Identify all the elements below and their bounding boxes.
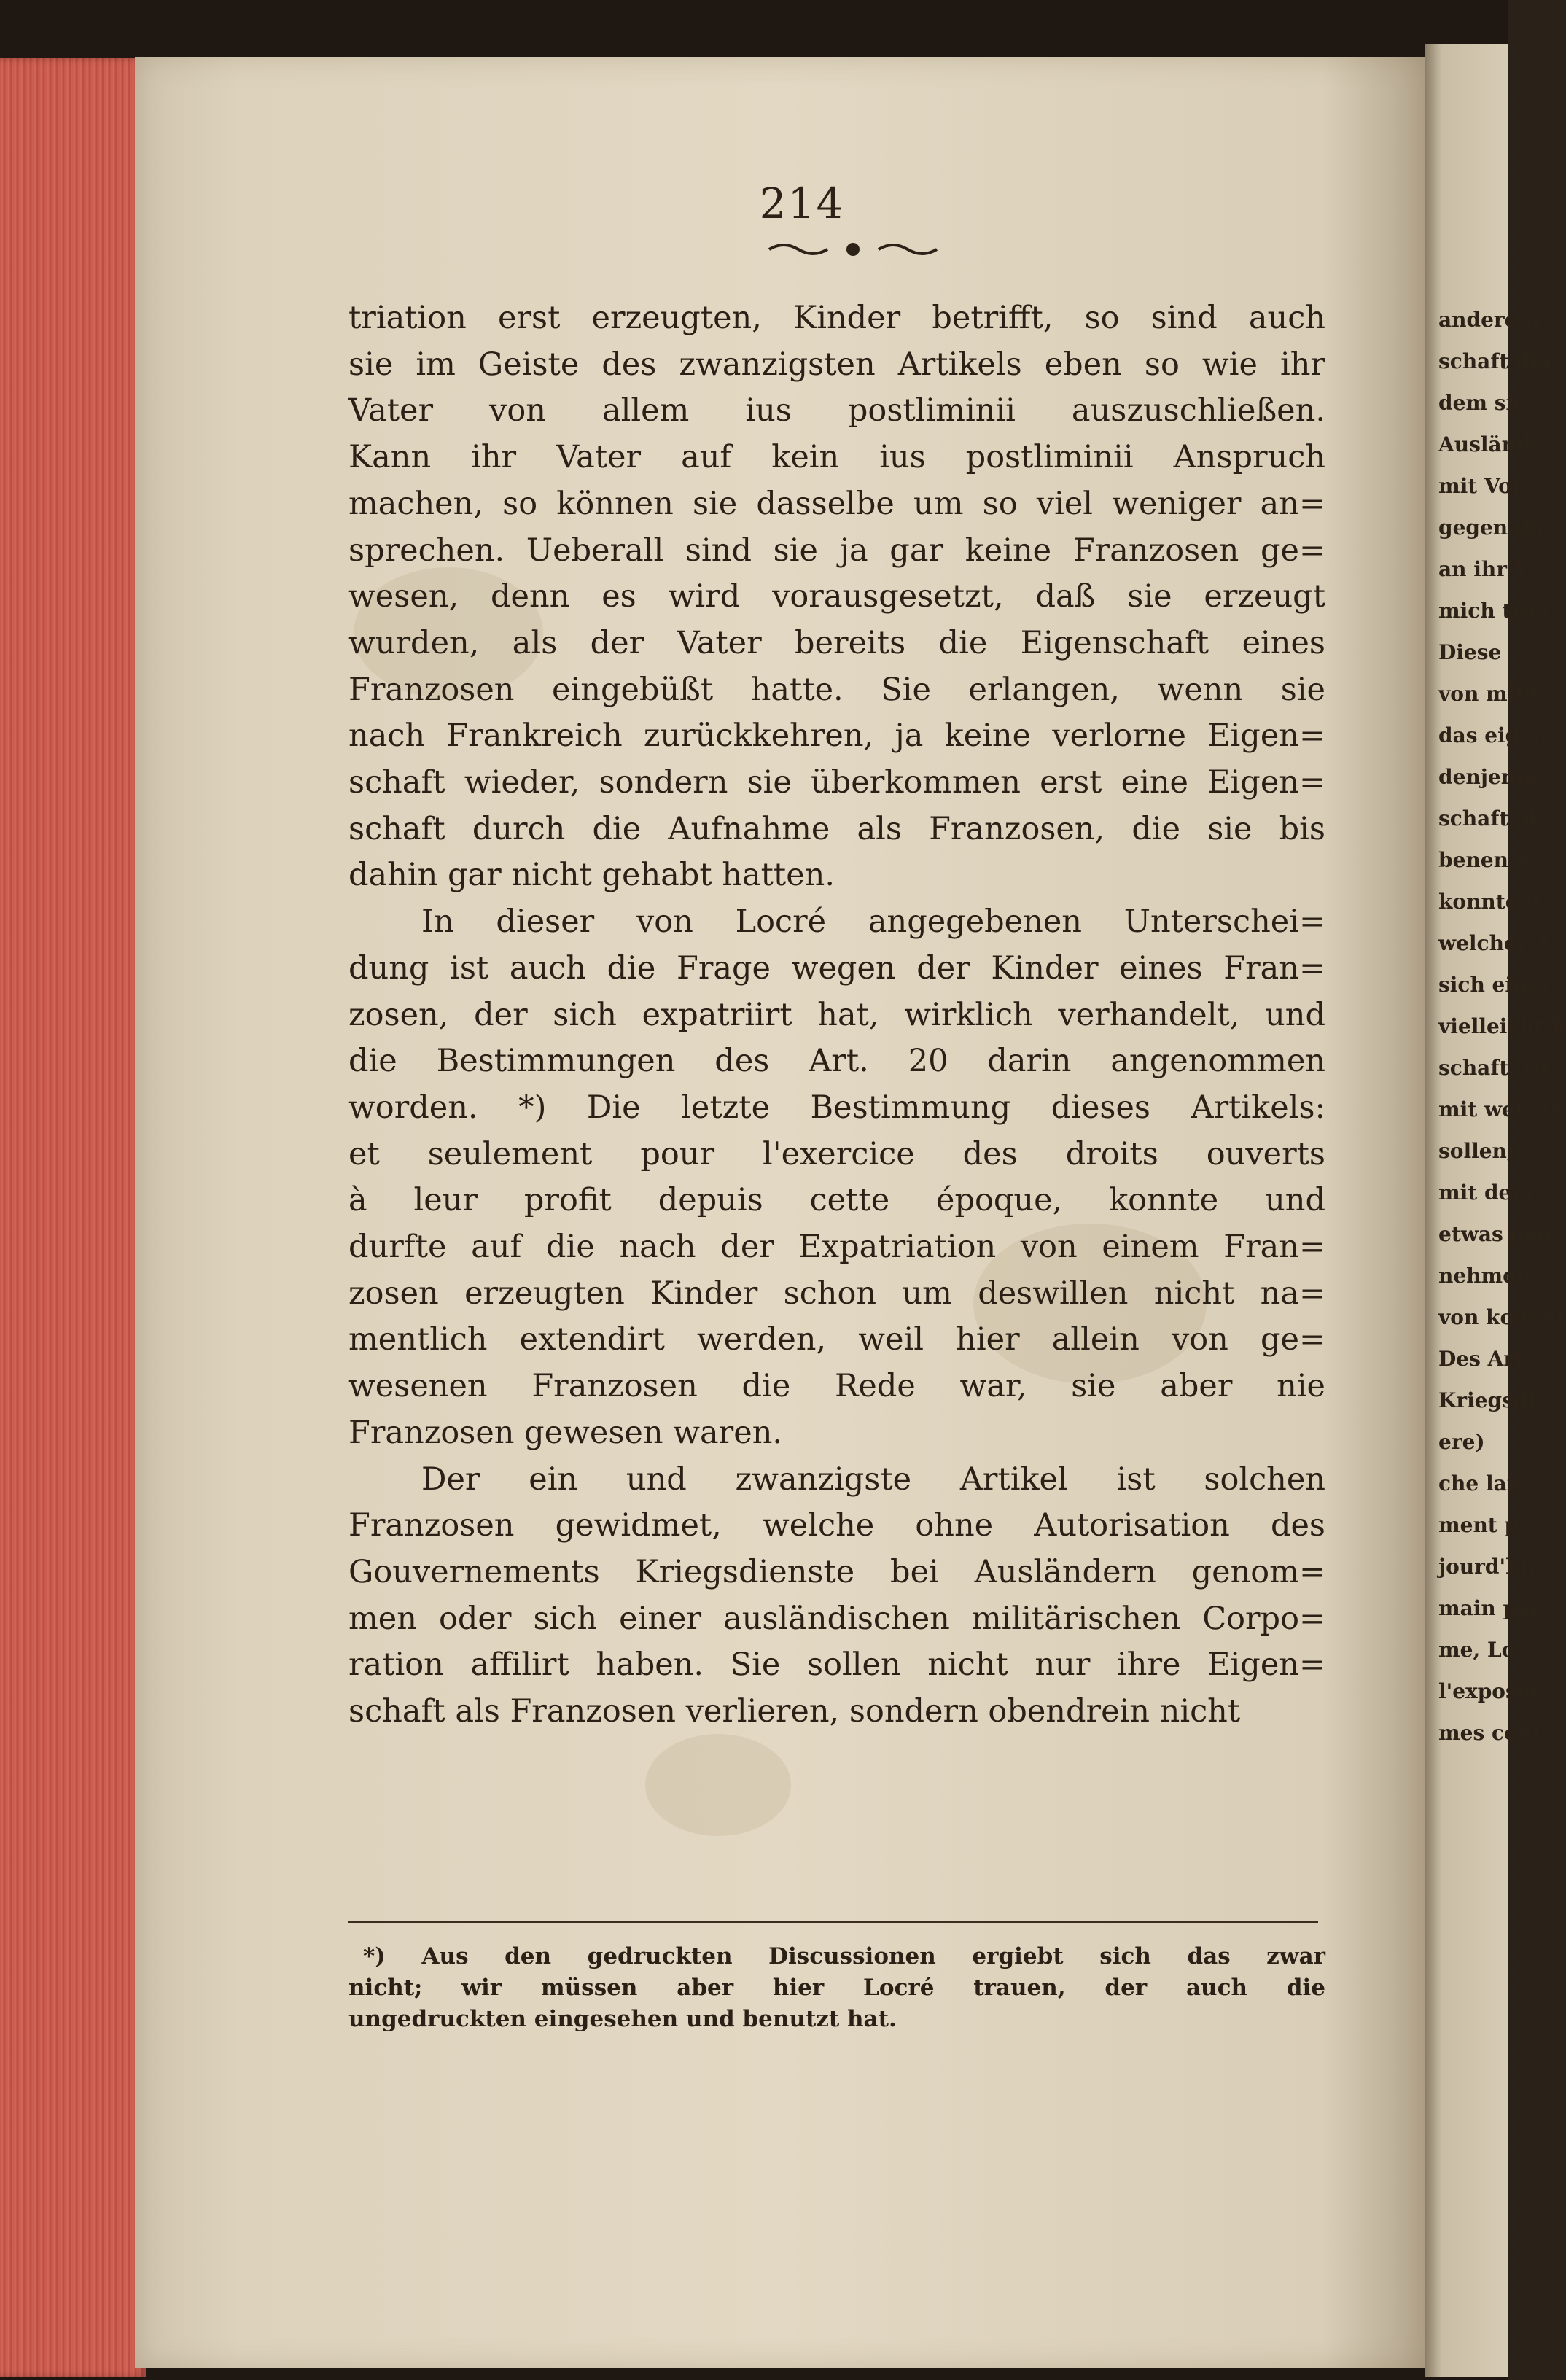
right-page-fragment: andere n — [1438, 308, 1540, 332]
text-line: schaft wieder, sondern sie überkommen erst eine Eigen= — [348, 764, 1325, 801]
text-line: Franzosen eingebüßt hatte. Sie erlangen, wenn sie — [348, 671, 1325, 708]
right-page-fragment: Diese — [1438, 640, 1502, 664]
right-page-fragment: mit Vor — [1438, 474, 1523, 498]
right-page-fragment: l'exposer — [1438, 1679, 1541, 1703]
right-page-fragment: ere) — [1438, 1430, 1485, 1454]
right-page-fragment: sich einer — [1438, 973, 1551, 997]
text-line: schaft als Franzosen verlieren, sondern obendrein nicht — [348, 1693, 1241, 1730]
right-page-fragment: an ihr V — [1438, 557, 1530, 581]
right-page-fragment: vielleicht h — [1438, 1014, 1566, 1038]
right-page-fragment: mes cont — [1438, 1721, 1542, 1745]
text-line: ration affilirt haben. Sie sollen nicht nur ihre Eigen= — [348, 1646, 1325, 1684]
right-page-fragment: mit dem — [1438, 1181, 1533, 1205]
footnote-rule — [348, 1921, 1318, 1923]
right-page-edge — [1425, 44, 1566, 2377]
right-page-fragment: mich trag — [1438, 599, 1550, 623]
right-page-fragment: das eigen — [1438, 723, 1548, 747]
right-page-fragment: konnte d — [1438, 890, 1540, 914]
text-line: triation erst erzeugten, Kinder betrifft, so sind auch — [348, 300, 1325, 336]
text-line: men oder sich einer ausländischen militärischen Corpo= — [348, 1600, 1325, 1637]
text-line: Franzosen gewidmet, welche ohne Autorisation des — [348, 1507, 1325, 1544]
footnote-line: nicht; wir müssen aber hier Locré trauen, der auch die — [348, 1975, 1325, 2001]
text-line: zosen erzeugten Kinder schon um deswillen nicht na= — [348, 1275, 1325, 1312]
text-line: wurden, als der Vater bereits die Eigenschaft eines — [348, 624, 1325, 661]
text-line: dung ist auch die Frage wegen der Kinder eines Fran= — [348, 949, 1325, 987]
text-line: wesen, denn es wird vorausgesetzt, daß sie erzeugt — [348, 578, 1325, 615]
text-line: Gouvernements Kriegsdienste bei Ausländern genom= — [348, 1553, 1325, 1590]
page-edges-red — [0, 58, 146, 2377]
text-line: à leur profit depuis cette époque, konnte und — [348, 1182, 1325, 1219]
right-page-text — [1438, 299, 1566, 1754]
text-line: sprechen. Ueberall sind sie ja gar keine Franzosen ge= — [348, 532, 1325, 569]
text-line: machen, so können sie dasselbe um so viel weniger an= — [348, 485, 1325, 522]
right-page-fragment: schaft der — [1438, 349, 1554, 373]
right-page-fragment: mit welche — [1438, 1097, 1563, 1121]
right-page-fragment: schaft, so — [1438, 1056, 1549, 1080]
text-line: durfte auf die nach der Expatriation von einem Fran= — [348, 1229, 1325, 1266]
text-line: die Bestimmungen des Art. 20 darin angenommen — [348, 1043, 1325, 1080]
text-line: nach Frankreich zurückkehren, ja keine verlorne Eigen= — [348, 718, 1325, 755]
text-line: schaft durch die Aufnahme als Franzosen, die sie bis — [348, 810, 1325, 847]
footnote-line: *) Aus den gedruckten Discussionen ergiebt sich das zwar — [363, 1943, 1325, 1969]
right-page-fragment: nehmen, — [1438, 1264, 1538, 1288]
right-page-fragment: main per — [1438, 1596, 1541, 1620]
text-line: et seulement pour l'exercice des droits ouverts — [348, 1135, 1325, 1172]
text-line: wesenen Franzosen die Rede war, sie aber nie — [348, 1368, 1325, 1405]
right-page-fragment: von kommt — [1438, 1305, 1566, 1329]
right-page-fragment: welcher A — [1438, 931, 1551, 955]
text-line: worden. *) Die letzte Bestimmung dieses Artikels: — [348, 1089, 1325, 1126]
text-line: zosen, der sich expatriirt hat, wirklich verhandelt, und — [348, 996, 1325, 1033]
text-line: dahin gar nicht gehabt hatten. — [348, 857, 835, 894]
right-page-fragment: von militä — [1438, 682, 1554, 706]
text-line: In dieser von Locré angegebenen Unterschei= — [421, 903, 1325, 941]
right-page-fragment: Ausländ — [1438, 432, 1531, 456]
right-page-fragment: gegen die — [1438, 516, 1550, 540]
footnote-line: ungedruckten eingesehen und benutzt hat. — [348, 2006, 897, 2032]
right-page-fragment: sollen, e — [1438, 1139, 1535, 1163]
right-page-fragment: benen A — [1438, 848, 1532, 872]
right-page-fragment: schaft al — [1438, 806, 1537, 831]
text-line: Franzosen gewesen waren. — [348, 1414, 783, 1451]
text-line: sie im Geiste des zwanzigsten Artikels eben so wie ihr — [348, 346, 1325, 383]
body-text — [348, 295, 1325, 1735]
text-line: Der ein und zwanzigste Artikel ist solchen — [421, 1461, 1325, 1498]
right-page-fragment: Des Art. — [1438, 1347, 1531, 1371]
ornament-divider — [766, 237, 940, 262]
page-number: 214 — [759, 179, 845, 228]
right-page-fragment: etwas geg — [1438, 1222, 1552, 1246]
right-page-fragment: che lan — [1438, 1471, 1522, 1496]
text-line: mentlich extendirt werden, weil hier allein von ge= — [348, 1321, 1325, 1358]
right-page-fragment: me, Lo — [1438, 1638, 1516, 1662]
right-page-fragment: dem sie — [1438, 391, 1527, 415]
right-page-fragment: ment pa — [1438, 1513, 1532, 1537]
text-line: Kann ihr Vater auf kein ius postliminii Anspruch — [348, 439, 1325, 476]
right-page-fragment: Kriegsdi — [1438, 1388, 1536, 1412]
footnote — [348, 1941, 1325, 2035]
right-page-fragment: denjenige — [1438, 765, 1551, 789]
text-line: Vater von allem ius postliminii auszuschließen. — [348, 392, 1325, 429]
right-page-fragment: jourd'hu — [1438, 1555, 1535, 1579]
